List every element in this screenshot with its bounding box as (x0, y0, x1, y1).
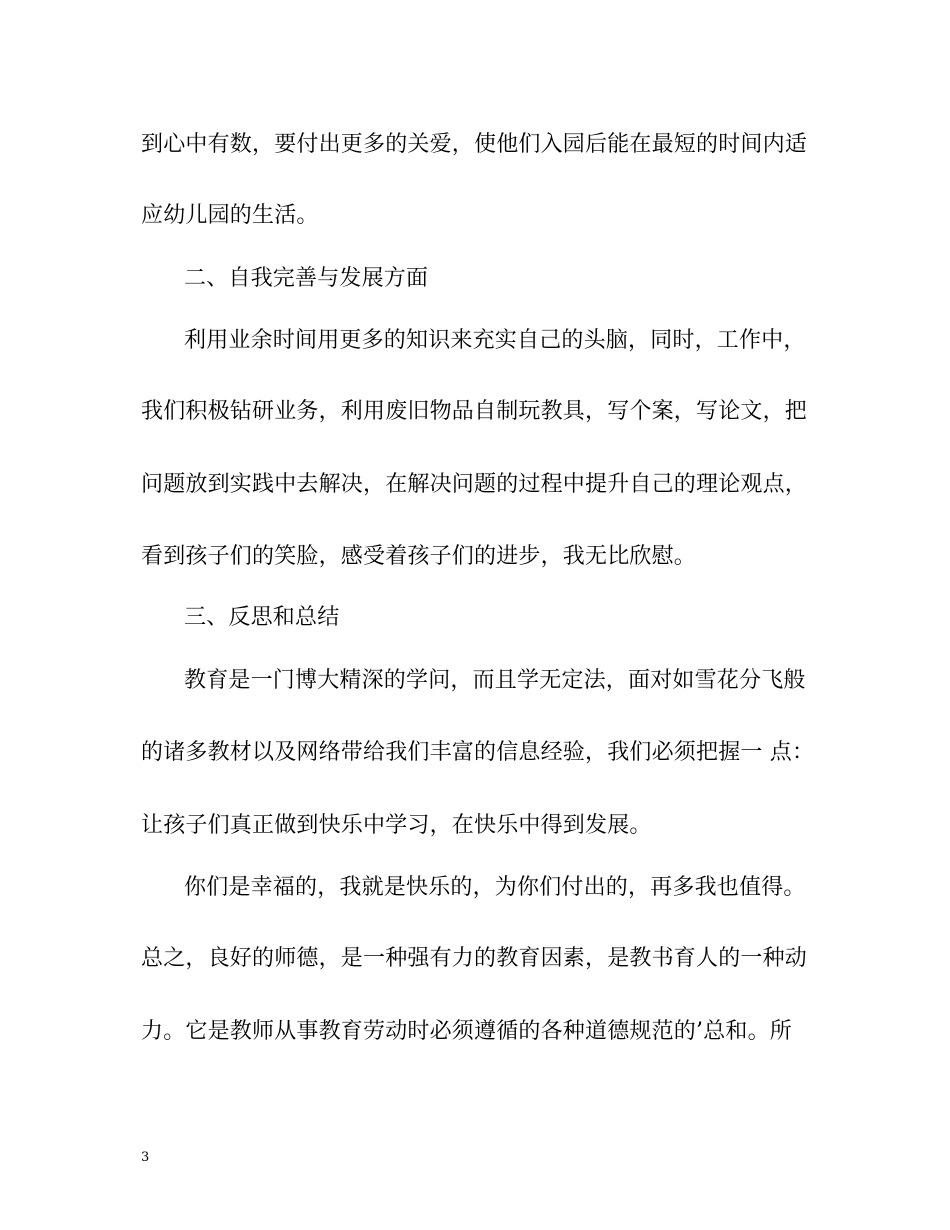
section-heading: 二、自我完善与发展方面 (184, 266, 429, 291)
body-text-line: 总之，良好的师德，是一种强有力的教育因素，是教书育人的一种动 (141, 946, 808, 971)
body-text-line: 到心中有数，要付出更多的关爱，使他们入园后能在最短的时间内适 (141, 132, 808, 157)
paragraph-first-line: 你们是幸福的，我就是快乐的，为你们付出的，再多我也值得。 (184, 875, 806, 900)
body-text-line: 问题放到实践中去解决，在解决问题的过程中提升自己的理论观点， (141, 472, 808, 497)
page-number: 3 (141, 1150, 150, 1165)
body-text-line: 的诸多教材以及网络带给我们丰富的信息经验，我们必须把握一 点： (141, 740, 815, 765)
section-heading: 三、反思和总结 (184, 605, 340, 630)
paragraph-first-line: 教育是一门博大精深的学问，而且学无定法，面对如雪花分飞般 (184, 668, 806, 693)
body-text-line: 应幼儿园的生活。 (141, 203, 319, 228)
body-text-line: 我们积极钻研业务，利用废旧物品自制玩教具，写个案，写论文，把 (141, 399, 808, 424)
body-text-line: 让孩子们真正做到快乐中学习，在快乐中得到发展。 (141, 813, 652, 838)
paragraph-first-line: 利用业余时间用更多的知识来充实自己的头脑，同时，工作中， (184, 328, 806, 353)
body-text-line: 力。它是教师从事教育劳动时必须遵循的各种道德规范的’总和。所 (141, 1019, 792, 1044)
body-text-line: 看到孩子们的笑脸，感受着孩子们的进步，我无比欣慰。 (141, 544, 697, 569)
